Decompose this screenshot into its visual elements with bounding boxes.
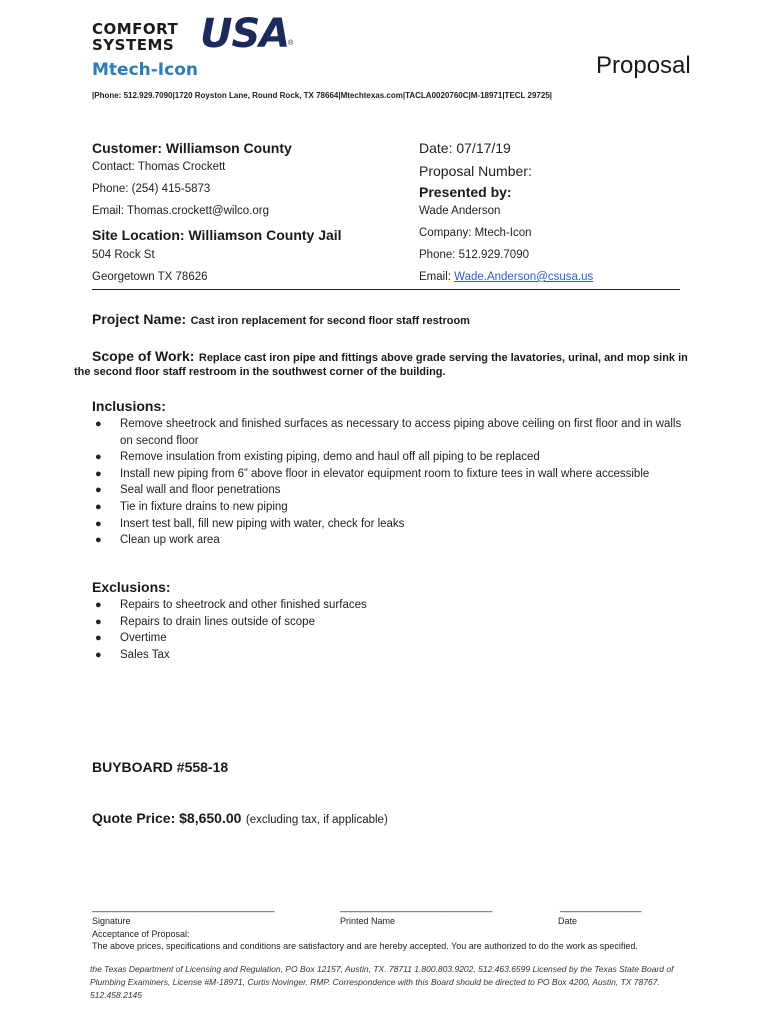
presented-by-label: Presented by: (419, 184, 512, 200)
exclusions-heading: Exclusions: (92, 579, 171, 595)
bullet-icon: ● (95, 418, 102, 430)
customer-phone: Phone: (254) 415-5873 (92, 183, 211, 195)
presenter-phone: Phone: 512.929.7090 (419, 249, 529, 261)
quote-price-note: (excluding tax, if applicable) (245, 814, 388, 826)
customer-heading: Customer: Williamson County (92, 140, 292, 156)
list-item: ● Install new piping from 6” above floor in elevator equipment room to fixture tees in wall where accessible (92, 466, 692, 483)
list-item: ● Remove sheetrock and finished surfaces as necessary to access piping above ceiling on first floor and in walls (92, 416, 692, 433)
presenter-email (419, 271, 593, 283)
exclusions-list (92, 597, 692, 663)
project-name-label: Project Name: (92, 311, 187, 327)
bullet-icon: ● (95, 484, 102, 497)
signature-label: Signature (92, 916, 131, 926)
bullet-icon: ● (95, 632, 102, 645)
list-item: ● Seal wall and floor penetrations (92, 482, 692, 499)
proposal-number-label: Proposal Number: (419, 163, 532, 179)
quote-price-label: Quote Price: $8,650.00 (92, 810, 242, 826)
printed-name-line: ______________________________ (340, 902, 492, 913)
inclusions-list (92, 416, 692, 549)
bullet-icon: ● (95, 500, 102, 513)
site-address-line2: Georgetown TX 78626 (92, 271, 208, 283)
date-line: ________________ (560, 902, 641, 913)
proposal-date: Date: 07/17/19 (419, 140, 511, 156)
logo-trademark: ® (288, 40, 294, 47)
list-item: ● Overtime (92, 630, 692, 647)
list-item: ● Clean up work area (92, 532, 692, 549)
company-logo (92, 11, 297, 58)
presenter-email-link[interactable]: Wade.Anderson@csusa.us (454, 271, 594, 283)
date-label: Date (558, 916, 578, 926)
footer-line1: the Texas Department of Licensing and Regulation, PO Box 12157, Austin, TX. 78711 1.800.803.9202, 512.463.6599 Licensed by the Texas State Board of (90, 964, 674, 974)
list-item: ● Repairs to sheetrock and other finished surfaces (92, 597, 692, 614)
presenter-company: Company: Mtech-Icon (419, 227, 532, 239)
bullet-icon: ● (95, 648, 102, 661)
site-address-line1: 504 Rock St (92, 249, 155, 261)
site-location-heading: Site Location: Williamson County Jail (92, 227, 342, 243)
signature-line: ____________________________________ (92, 902, 275, 913)
scope-of-work (92, 348, 688, 366)
scope-value-line1: Replace cast iron pipe and fittings above grade serving the lavatories, urinal, and mop sink in (198, 352, 688, 364)
brand-name: Mtech-Icon (92, 60, 198, 80)
bullet-icon: ● (95, 517, 102, 530)
scope-label: Scope of Work: (92, 348, 195, 364)
company-contact-line: |Phone: 512.929.7090|1720 Royston Lane, Round Rock, TX 78664|Mtechtexas.com|TACLA0020760C|M-18971|TECL 29725| (92, 91, 553, 100)
customer-email: Email: Thomas.crockett@wilco.org (92, 205, 269, 217)
quote-price (92, 810, 388, 828)
scope-value-line2: the second floor staff restroom in the southwest corner of the building. (74, 366, 446, 378)
footer-line2: Plumbing Examiners, License #M-18971, Curtis Novinger, RMP. Correspondence with this Board should be directed to PO Box 4200, Austin, TX 78767. (90, 977, 660, 987)
bullet-icon: ● (95, 615, 102, 628)
list-item: ● Repairs to drain lines outside of scope (92, 614, 692, 631)
list-item: ● Sales Tax (92, 647, 692, 664)
logo-line-systems: SYSTEMS (92, 36, 175, 54)
list-item: on second floor (120, 434, 199, 447)
list-item: ● Remove insulation from existing piping, demo and haul off all piping to be replaced (92, 449, 692, 466)
footer-line3: 512.458.2145 (90, 990, 142, 1000)
bullet-icon: ● (95, 451, 102, 464)
section-divider (92, 289, 680, 290)
customer-contact: Contact: Thomas Crockett (92, 161, 226, 173)
project-name (92, 311, 470, 329)
list-item: ● Insert test ball, fill new piping with water, check for leaks (92, 516, 692, 533)
project-name-value: Cast iron replacement for second floor staff restroom (190, 315, 470, 327)
inclusions-heading: Inclusions: (92, 398, 166, 414)
bullet-icon: ● (95, 467, 102, 480)
list-item: ● Tie in fixture drains to new piping (92, 499, 692, 516)
acceptance-text: The above prices, specifications and conditions are satisfactory and are hereby accepted. You are authorized to do the work as specified. (92, 941, 638, 951)
presenter-email-label: Email: (419, 271, 455, 283)
printed-name-label: Printed Name (340, 916, 396, 926)
logo-usa: USA (200, 11, 290, 57)
document-title: Proposal (596, 52, 691, 79)
acceptance-heading: Acceptance of Proposal: (92, 929, 190, 939)
buyboard-number: BUYBOARD #558-18 (92, 759, 229, 775)
logo-line-comfort: COMFORT (92, 20, 179, 38)
bullet-icon: ● (95, 599, 102, 611)
presenter-name: Wade Anderson (419, 205, 501, 217)
bullet-icon: ● (95, 534, 102, 547)
